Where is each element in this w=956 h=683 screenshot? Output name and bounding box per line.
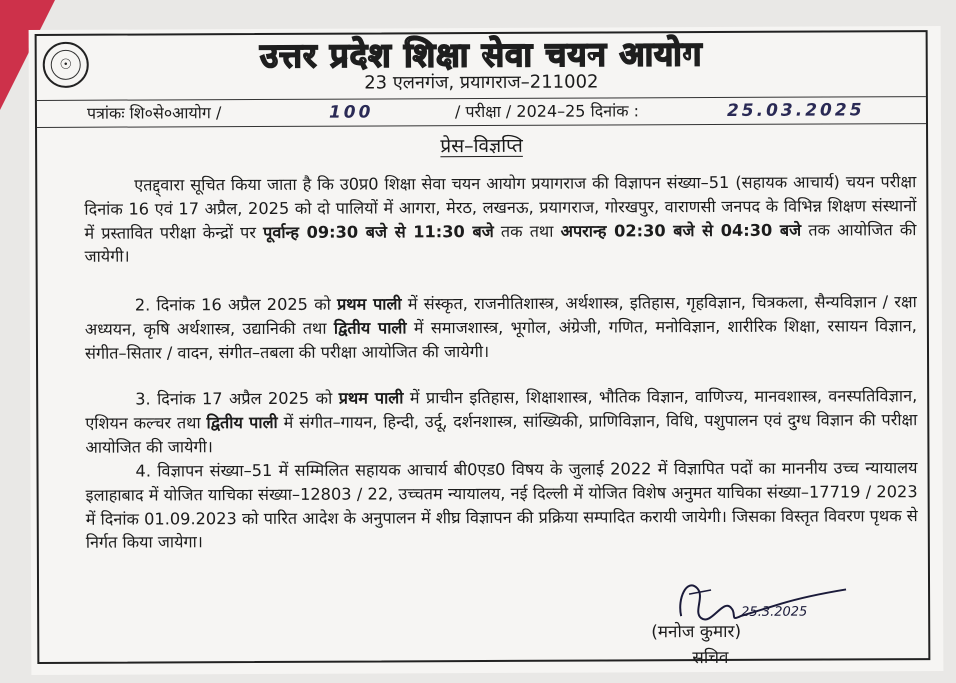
organization-address: 23 एलनगंज, प्रयागराज–211002 [364, 71, 599, 94]
press-release-sheet [29, 26, 944, 675]
paragraph-2 [85, 290, 917, 365]
organization-name: उत्तर प्रदेश शिक्षा सेवा चयन आयोग [259, 34, 703, 75]
signatory-designation: सचिव [692, 647, 729, 669]
paragraph-3 [85, 384, 917, 459]
title-text: प्रेस–विज्ञप्ति [440, 134, 523, 158]
p2-text-a: 2. दिनांक 16 अप्रैल 2025 को [134, 294, 331, 315]
p2-text-b: में संस्कृत, राजनीतिशास्त्र, अर्थशास्त्र, इतिहास, गृहविज्ञान, चित्रकला, सैन्यविज्ञान / रक्षा अध्ययन, कृषि अर्थशास्त्र, उद्यानिकी तथा [84, 292, 917, 339]
reference-number: 100 [328, 102, 374, 123]
p3-bold-first-shift: प्रथम पाली [338, 388, 404, 408]
press-release-title [37, 130, 926, 160]
p3-text-a: 3. दिनांक 17 अप्रैल 2025 को [135, 388, 333, 409]
p1-text-c: तक आयोजित की जायेगी। [84, 219, 917, 267]
p1-bold-morning: पूर्वान्ह 09:30 बजे से 11:30 बजे [263, 221, 494, 242]
paragraph-4 [85, 456, 917, 555]
signatory-name: (मनोज कुमार) [651, 621, 742, 643]
reference-middle: / परीक्षा / 2024–25 दिनांक : [454, 101, 640, 122]
paragraph-1 [84, 170, 916, 269]
signature-date: 25.3.2025 [741, 604, 808, 620]
p3-bold-second-shift: द्वितीय पाली [206, 412, 278, 433]
p4-text: 4. विज्ञापन संख्या–51 में सम्मिलित सहायक आचार्य बी0एड0 विषय के जुलाई 2022 में विज्ञापित पदों का माननीय उच्च न्यायालय इलाहाबाद में योजित याचिका संख्या–12803 / 22, उच्चतम न्यायालय, नई दिल्ली में योजित विशेष अनुमत याचिका संख्या–17719 / 2023 में दिनांक 01.09.2023 को पारित आदेश के अनुपालन में शीघ्र विज्ञापन की प्रक्रिया सम्पादित करायी जायेगी। जिसका विस्तृत विवरण पृथक से निर्गत किया जायेगा। [85, 458, 918, 553]
p3-text-c: में संगीत–गायन, हिन्दी, उर्दू, दर्शनशास्त्र, सांख्यिकी, प्राणिविज्ञान, विधि, पशुपालन एवं दुग्ध विज्ञान की परीक्षा आयोजित की जायेगी। [85, 409, 918, 457]
letterhead [37, 32, 926, 101]
reference-prefix: पत्रांकः शि०से०आयोग / [86, 103, 222, 123]
document-frame [35, 30, 931, 669]
p2-bold-second-shift: द्वितीय पाली [333, 318, 407, 338]
emblem-inner-icon: ☉ [51, 50, 81, 80]
p3-text-b: में प्राचीन इतिहास, शिक्षाशास्त्र, भौतिक विज्ञान, वाणिज्य, मानवशास्त्र, वनस्पतिविज्ञान, एशियन कल्चर तथा [85, 386, 918, 433]
reference-line [37, 97, 926, 128]
p1-bold-afternoon: अपरान्ह 02:30 बजे से 04:30 बजे [560, 220, 802, 241]
p2-text-c: में समाजशास्त्र, भूगोल, अंग्रेजी, गणित, मनोविज्ञान, शारीरिक शिक्षा, रसायन विज्ञान, संगीत–सितार / वादन, संगीत–तबला की परीक्षा आयोजित की जायेगी। [84, 315, 917, 363]
p2-bold-first-shift: प्रथम पाली [337, 294, 402, 314]
p1-text-b: तक तथा [500, 221, 554, 241]
reference-date: 25.03.2025 [726, 100, 865, 121]
p1-text-a: एतद्द्वारा सूचित किया जाता है कि उ0प्र0 शिक्षा सेवा चयन आयोग प्रयागराज की विज्ञापन संख्या–51 (सहायक आचार्य) चयन परीक्षा दिनांक 16 एवं 17 अप्रैल, 2025 को दो पालियों में आगरा, मेरठ, लखनऊ, प्रयागराज, गोरखपुर, वाराणसी जनपद के विभिन्न शिक्षण संस्थानों में प्रस्तावित परीक्षा केन्द्रों पर [84, 172, 917, 243]
